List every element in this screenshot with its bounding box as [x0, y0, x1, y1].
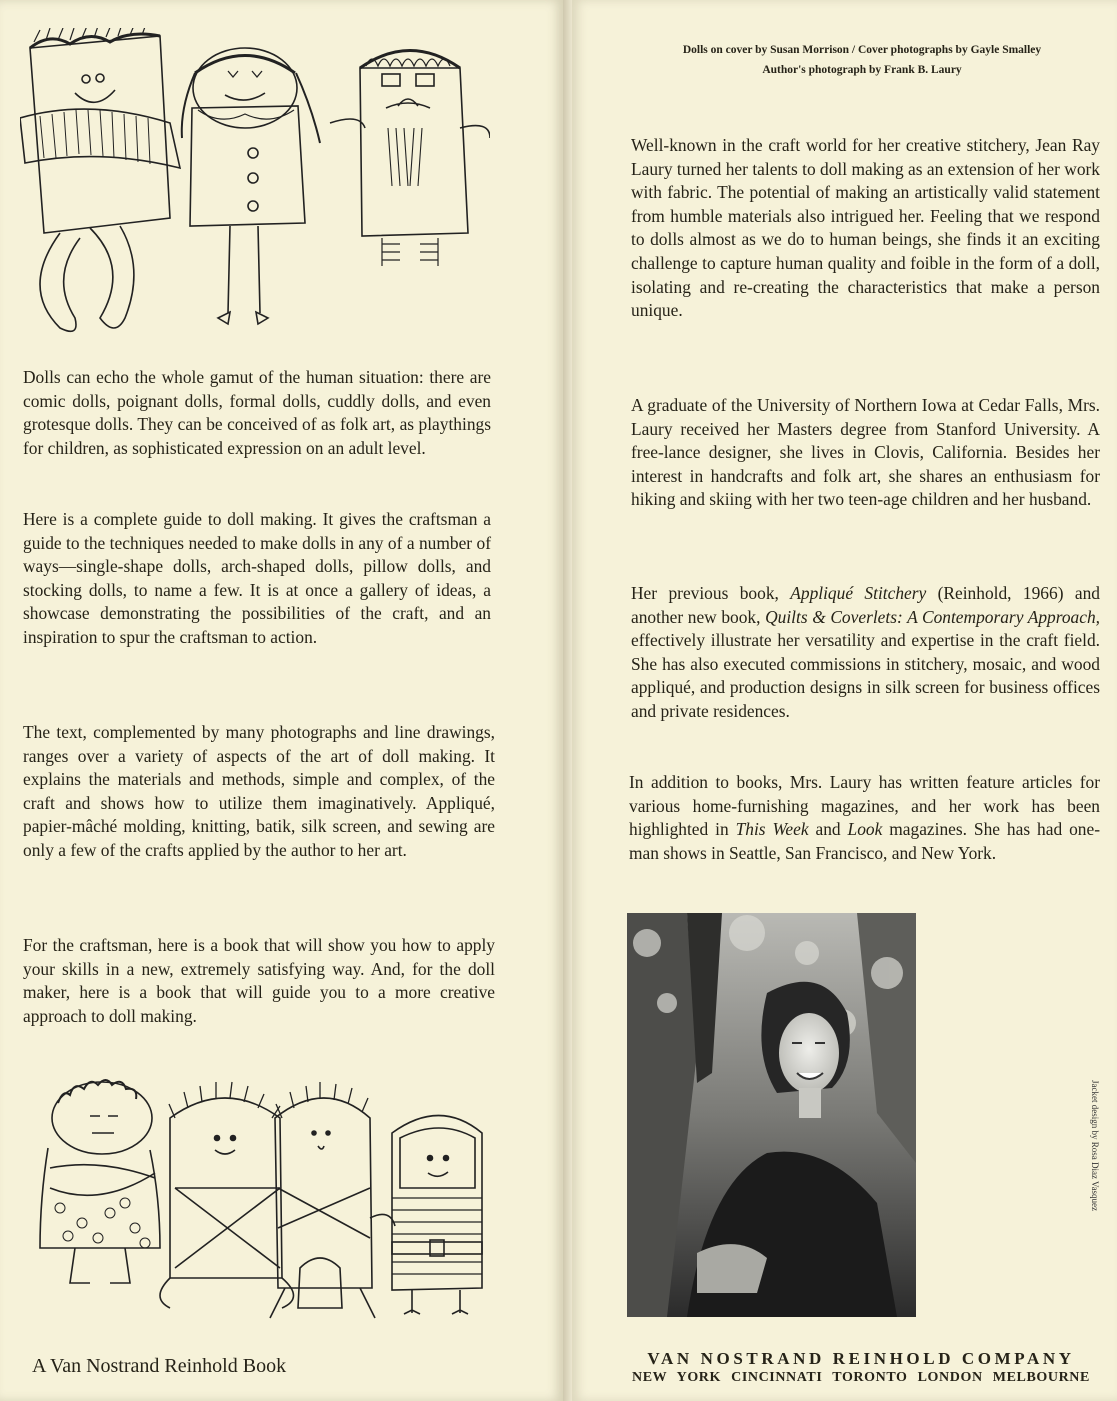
doll-cat-drawing — [20, 28, 180, 331]
publisher-block — [622, 1349, 1100, 1386]
craftsman-text: For the craftsman, here is a book that will show you how to apply your skills in a new, extremely satisfying way. And, for the doll maker, here is a book that will guide you to a more creative approach to doll making. — [23, 935, 495, 1026]
bio3-part: Her previous book, — [631, 583, 791, 603]
fold-gutter — [563, 0, 572, 1401]
credits-line-2: Author's photograph by Frank B. Laury — [762, 64, 962, 76]
publisher-name: VAN NOSTRAND REINHOLD COMPANY — [647, 1349, 1075, 1368]
bottom-dolls-illustration — [20, 1078, 490, 1328]
intro-text: Dolls can echo the whole gamut of the human situation: there are comic dolls, poignant dolls, formal dolls, cuddly dolls, and even grotesque dolls. They can be conceived of as folk art, as playthings for children, as sophisticated expression on an adult level. — [23, 367, 491, 458]
jacket-design-credit: Jacket design by Rosa Diaz Vasquez — [1090, 1080, 1100, 1212]
book-tagline: A Van Nostrand Reinhold Book — [32, 1355, 287, 1377]
doll-purse-drawing — [270, 1082, 395, 1318]
doll-crossed-arms-drawing — [160, 1082, 294, 1308]
bio-paragraph-4 — [629, 771, 1100, 865]
top-dolls-illustration — [20, 28, 490, 348]
photo-credits — [612, 40, 1112, 80]
text-paragraph — [23, 721, 495, 863]
book-title-quilts: Quilts & Coverlets: A Contemporary Approach, — [765, 606, 1100, 627]
craftsman-paragraph — [23, 934, 495, 1028]
bio-text-1: Well-known in the craft world for her creative stitchery, Jean Ray Laury turned her talents to doll making as an extension of her work with fabric. The potential of making an artistically valid statement from humble materials also intrigued her. Feeling that we respond to dolls almost as we do to human beings, she finds it an exciting challenge to capture human quality and foible in the form of a doll, isolating and re-creating the characteristics that make a person unique. — [631, 135, 1100, 321]
bio4-part: and — [808, 819, 848, 840]
intro-paragraph — [23, 366, 491, 460]
book-title-applique: Appliqué Stitchery — [790, 583, 927, 603]
bio4-part: In addition to books, Mrs. Laury has written feature articles for various home-furnishing magazines, and her work has been highlighted in — [629, 772, 1100, 840]
doll-girl-drawing — [182, 48, 320, 324]
magazine-look: Look — [847, 819, 883, 840]
guide-text: Here is a complete guide to doll making. It gives the craftsman a guide to the techniques needed to make dolls in any of a number of ways—single-shape dolls, arch-shaped dolls, pillow dolls, and stocking dolls, to name a few. It is at once a gallery of ideas, a showcase demonstrating the possibilities of the craft, and an inspiration to spur the craftsman to action. — [23, 509, 491, 647]
author-photo-image — [627, 913, 916, 1317]
bio-paragraph-2 — [631, 394, 1100, 512]
doll-striped-drawing — [392, 1116, 482, 1315]
bio3-part: effectively illustrate her versatility and expertise in the craft field. She has also executed commissions in stitchery, mosaic, and wood appliqué, and production designs in silk screen for business offices and private residences. — [631, 630, 1100, 721]
magazine-this-week: This Week — [735, 819, 809, 840]
doll-floral-drawing — [40, 1080, 160, 1283]
bio-text-3 — [631, 582, 1100, 724]
bio4-part: magazines. She has had one-man shows in Seattle, San Francisco, and New York. — [629, 819, 1100, 863]
bio3-part: (Reinhold, 1966) and another new book, — [631, 583, 1100, 627]
author-photograph — [627, 913, 916, 1317]
doll-man-drawing — [330, 51, 490, 267]
bio-paragraph-1 — [631, 134, 1100, 323]
text-body: The text, complemented by many photographs and line drawings, ranges over a variety of aspects of the art of doll making. It explains the materials and methods, simple and complex, of the craft and shows how to utilize them imaginatively. Appliqué, papier-mâché molding, knitting, batik, silk screen, and sewing are only a few of the crafts applied by the author to her art. — [23, 722, 495, 860]
bio-text-2: A graduate of the University of Northern Iowa at Cedar Falls, Mrs. Laury received her Masters degree from Stanford University. A free-lance designer, she lives in Clovis, California. Besides her interest in handcrafts and folk art, she shares an enthusiasm for hiking and skiing with her two teen-age children and her husband. — [631, 395, 1100, 510]
guide-paragraph — [23, 508, 491, 650]
bio-paragraph-3 — [631, 582, 1100, 724]
publisher-cities: NEW YORK CINCINNATI TORONTO LONDON MELBOURNE — [632, 1370, 1090, 1385]
credits-line-1: Dolls on cover by Susan Morrison / Cover photographs by Gayle Smalley — [682, 44, 1042, 56]
bio-text-4 — [629, 771, 1100, 865]
